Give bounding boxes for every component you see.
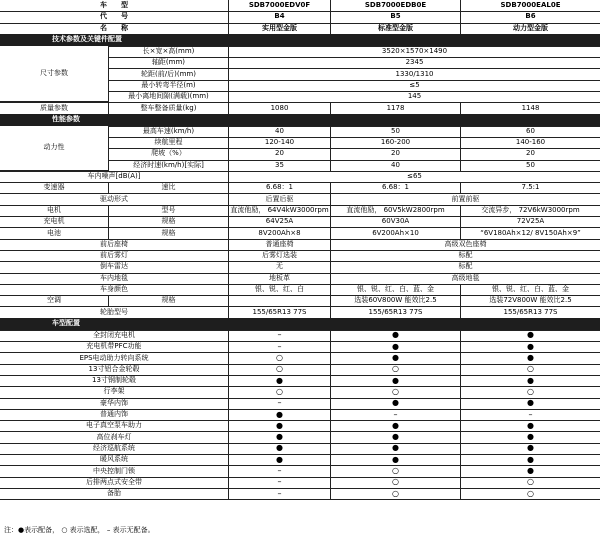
power-b5: 160-200	[330, 137, 460, 148]
feature-b6: ○	[460, 488, 600, 499]
gear-group: 变速器	[43, 183, 65, 192]
power-b6: 140-160	[460, 137, 600, 148]
feature-b5: ●	[330, 420, 460, 431]
feature-b5: ●	[330, 432, 460, 443]
drive-label: 驱动形式	[100, 194, 128, 203]
feature-label: 备胎	[107, 489, 121, 498]
battery-b5: 6V200Ah×10	[330, 227, 460, 238]
dims-value: 1330/1310	[228, 69, 600, 80]
power-b5: 50	[330, 126, 460, 137]
feature-b5: ●	[330, 330, 460, 341]
feature-b6: ●	[460, 454, 600, 465]
model-label: 车 型	[100, 1, 128, 10]
power-label: 经济时速(km/h)[实际]	[108, 160, 228, 171]
colors-b4: 银、锐、红、白	[228, 284, 330, 295]
noise-value: ≤65	[228, 171, 600, 182]
model-b4: SDB7000EDV0F	[228, 0, 330, 11]
feature-b4: –	[228, 398, 330, 409]
ac-b4	[228, 295, 330, 306]
colors-b5: 银、锐、红、白、蓝、金	[330, 284, 460, 295]
tire-b4: 155/65R13 77S	[228, 307, 330, 318]
feature-label: 中央控制门锁	[93, 466, 135, 475]
model-b6: SDB7000EAL0E	[460, 0, 600, 11]
code-b6: B6	[460, 11, 600, 22]
feature-b4: ●	[228, 375, 330, 386]
feature-label: 普通内饰	[100, 410, 128, 419]
battery-b4: 8V200Ah×8	[228, 227, 330, 238]
feature-b4: –	[228, 465, 330, 476]
gear-b6: 7.5:1	[460, 182, 600, 193]
config-section-title: 车型配置	[0, 318, 600, 330]
power-b4: 120-140	[228, 137, 330, 148]
dims-group: 尺寸参数	[0, 46, 108, 103]
feature-b5: ○	[330, 364, 460, 375]
floor-b4: 地板革	[228, 273, 330, 284]
feature-b5: ○	[330, 477, 460, 488]
feature-b6: ●	[460, 465, 600, 476]
fog-b4: 后雾灯选装	[228, 250, 330, 261]
charger-b4: 64V25A	[228, 216, 330, 227]
code-b5: B5	[330, 11, 460, 22]
seats-b4: 普通座椅	[228, 239, 330, 250]
power-b4: 40	[228, 126, 330, 137]
dims-label: 轴距(mm)	[108, 57, 228, 68]
charger-label: 规格	[108, 216, 228, 227]
mass-group: 质量参数	[40, 103, 68, 112]
power-b4: 20	[228, 148, 330, 159]
feature-b5: ●	[330, 375, 460, 386]
feature-label: 暖风系统	[100, 455, 128, 464]
fog-label: 前后雾灯	[100, 251, 128, 260]
feature-label: 充电机带PFC功能	[86, 342, 142, 351]
feature-b4: ●	[228, 432, 330, 443]
feature-b5: ●	[330, 398, 460, 409]
feature-label: 后排两点式安全带	[86, 477, 142, 486]
feature-b6: ●	[460, 352, 600, 363]
feature-b4: ●	[228, 443, 330, 454]
feature-label: 全封闭充电机	[93, 330, 135, 339]
feature-label: 13寸铝合金轮毂	[88, 364, 140, 373]
seats-b56: 高级双色座椅	[330, 239, 600, 250]
power-group: 动力性	[0, 126, 108, 171]
feature-b6: ●	[460, 443, 600, 454]
charger-b6: 72V25A	[460, 216, 600, 227]
feature-b6: ●	[460, 420, 600, 431]
dims-label: 最小转弯半径(m)	[108, 80, 228, 91]
floor-label: 车内地毯	[100, 273, 128, 282]
feature-b4: ○	[228, 352, 330, 363]
name-b5: 标准型金版	[330, 23, 460, 34]
feature-b4: –	[228, 330, 330, 341]
power-b6: 50	[460, 160, 600, 171]
name-b6: 动力型金版	[460, 23, 600, 34]
mass-label: 整车整备质量(kg)	[108, 102, 228, 113]
power-b6: 60	[460, 126, 600, 137]
radar-b4: 无	[228, 261, 330, 272]
motor-group: 电机	[47, 205, 61, 214]
power-b6: 20	[460, 148, 600, 159]
feature-label: 13寸钢制轮毂	[92, 376, 136, 385]
model-b5: SDB7000EDB0E	[330, 0, 460, 11]
feature-b4: –	[228, 488, 330, 499]
mass-b4: 1080	[228, 102, 330, 113]
seats-label: 前后座椅	[100, 239, 128, 248]
power-label: 爬坡（%）	[108, 148, 228, 159]
feature-b6: –	[460, 409, 600, 420]
radar-label: 倒车雷达	[100, 262, 128, 271]
feature-b5: ●	[330, 443, 460, 454]
feature-label: EPS电动助力转向系统	[79, 353, 149, 362]
motor-b4: 直流他励， 64V4kW3000rpm	[228, 205, 330, 216]
power-label: 续航里程	[108, 137, 228, 148]
radar-b56: 标配	[330, 261, 600, 272]
dims-value: 3520×1570×1490	[228, 46, 600, 57]
motor-label: 型号	[108, 205, 228, 216]
charger-b5: 60V30A	[330, 216, 460, 227]
feature-label: 电子真空泵车助力	[86, 421, 142, 430]
power-b5: 40	[330, 160, 460, 171]
feature-label: 豪华内饰	[100, 398, 128, 407]
dims-value: 2345	[228, 57, 600, 68]
feature-b6: ●	[460, 330, 600, 341]
feature-b4: ○	[228, 364, 330, 375]
feature-b4: ○	[228, 386, 330, 397]
colors-label: 车身颜色	[100, 285, 128, 294]
ac-label: 规格	[108, 295, 228, 306]
tire-label: 轮胎型号	[100, 307, 128, 316]
perf-section-title: 性能参数	[0, 114, 600, 126]
power-b5: 20	[330, 148, 460, 159]
feature-b5: ○	[330, 488, 460, 499]
legend-note: 注：●表示配备， ○ 表示选配， – 表示无配备。	[4, 526, 155, 534]
fog-b56: 标配	[330, 250, 600, 261]
mass-b6: 1148	[460, 102, 600, 113]
feature-b6: ○	[460, 364, 600, 375]
feature-b4: ●	[228, 454, 330, 465]
feature-b4: ●	[228, 420, 330, 431]
battery-group: 电池	[47, 228, 61, 237]
dims-value: ≤5	[228, 80, 600, 91]
power-label: 最高车速(km/h)	[108, 126, 228, 137]
feature-b5: –	[330, 409, 460, 420]
feature-label: 行李架	[103, 387, 125, 396]
power-b4: 35	[228, 160, 330, 171]
noise-label: 车内噪声[dB(A)]	[87, 172, 141, 181]
feature-label: 经济巡航系统	[93, 443, 135, 452]
feature-b6: ●	[460, 375, 600, 386]
motor-b6: 交流异步， 72V6kW3000rpm	[460, 205, 600, 216]
feature-b4: –	[228, 341, 330, 352]
feature-label: 高位刹车灯	[96, 432, 132, 441]
ac-group: 空调	[47, 296, 61, 305]
gear-label: 速比	[108, 182, 228, 193]
feature-b6: ●	[460, 398, 600, 409]
dims-label: 轮距(前/后)(mm)	[108, 69, 228, 80]
gear-b4: 6.68：1	[228, 182, 330, 193]
drive-b56: 前置前驱	[330, 194, 600, 205]
floor-b56: 高级地毯	[330, 273, 600, 284]
drive-b4: 后置后驱	[228, 194, 330, 205]
feature-b5: ●	[330, 341, 460, 352]
feature-b6: ○	[460, 386, 600, 397]
name-b4: 实用型金版	[228, 23, 330, 34]
mass-b5: 1178	[330, 102, 460, 113]
colors-b6: 银、锐、红、白、蓝、金	[460, 284, 600, 295]
feature-b6: ●	[460, 432, 600, 443]
dims-label: 最小离地间隙(满载)(mm)	[108, 91, 228, 102]
feature-b5: ○	[330, 465, 460, 476]
tire-b5: 155/65R13 77S	[330, 307, 460, 318]
name-label: 名 称	[100, 23, 128, 32]
feature-b6: ○	[460, 477, 600, 488]
code-b4: B4	[228, 11, 330, 22]
feature-row	[0, 488, 600, 500]
motor-b5: 直流他励， 60V5kW2800rpm	[330, 205, 460, 216]
tire-b6: 155/65R13 77S	[460, 307, 600, 318]
code-label: 代 号	[100, 12, 128, 21]
tech-section-title: 技术参数及关键件配置	[0, 34, 600, 46]
battery-b6: “6V180Ah×12/ 8V150Ah×9”	[460, 227, 600, 238]
feature-b5: ○	[330, 386, 460, 397]
ac-b6: 选装72V800W 能效比2.5	[460, 295, 600, 306]
gear-b5: 6.68：1	[330, 182, 460, 193]
feature-b6: ●	[460, 341, 600, 352]
feature-b4: ●	[228, 409, 330, 420]
ac-b5: 选装60V800W 能效比2.5	[330, 295, 460, 306]
dims-label: 长×宽×高(mm)	[108, 46, 228, 57]
battery-label: 规格	[108, 227, 228, 238]
feature-b5: ●	[330, 454, 460, 465]
feature-b4: –	[228, 477, 330, 488]
dims-value: 145	[228, 91, 600, 102]
charger-group: 充电机	[43, 217, 65, 226]
feature-b5: ●	[330, 352, 460, 363]
